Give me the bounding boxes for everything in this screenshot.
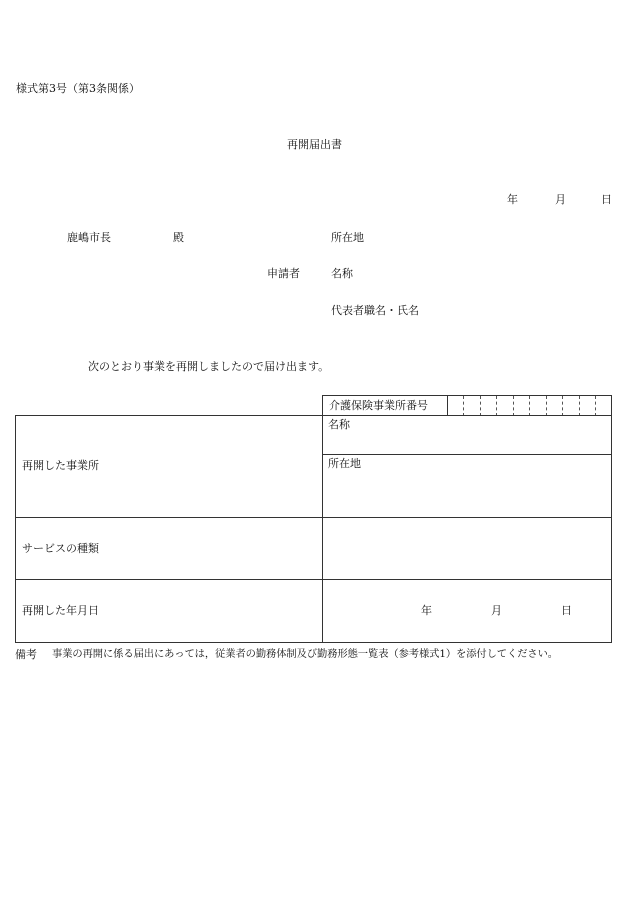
addressee-name: 鹿嶋市長: [67, 231, 111, 244]
addressee-honorific: 殿: [173, 231, 184, 244]
applicant-label: 申請者: [267, 267, 300, 280]
service-type-field[interactable]: [323, 518, 611, 579]
reopened-office-label: 再開した事業所: [22, 459, 99, 472]
applicant-name-label: 名称: [331, 267, 353, 280]
reopened-office-address-label: 所在地: [328, 457, 361, 470]
reopen-date-year: 年: [421, 604, 432, 617]
reopened-office-name-label: 名称: [328, 418, 350, 431]
reopen-date-label: 再開した年月日: [22, 604, 99, 617]
remarks-label: 備考: [15, 648, 37, 661]
reopen-date-day: 日: [561, 604, 572, 617]
intro-text: 次のとおり事業を再開しましたので届け出ます。: [88, 360, 330, 373]
remarks-text: 事業の再開に係る届出にあっては，従業者の勤務体制及び勤務形態一覧表（参考様式1）を添付してください。: [52, 648, 558, 660]
document-title: 再開届出書: [287, 138, 342, 151]
applicant-address-label: 所在地: [331, 231, 364, 244]
applicant-representative-label: 代表者職名・氏名: [331, 304, 419, 317]
office-number-label: 介護保険事業所番号: [329, 399, 428, 412]
date-month-label: 月: [555, 193, 566, 206]
date-year-label: 年: [507, 193, 518, 206]
form-number: 様式第3号（第3条関係）: [16, 82, 140, 95]
reopen-date-month: 月: [491, 604, 502, 617]
date-day-label: 日: [601, 193, 612, 206]
service-type-label: サービスの種類: [22, 542, 99, 555]
